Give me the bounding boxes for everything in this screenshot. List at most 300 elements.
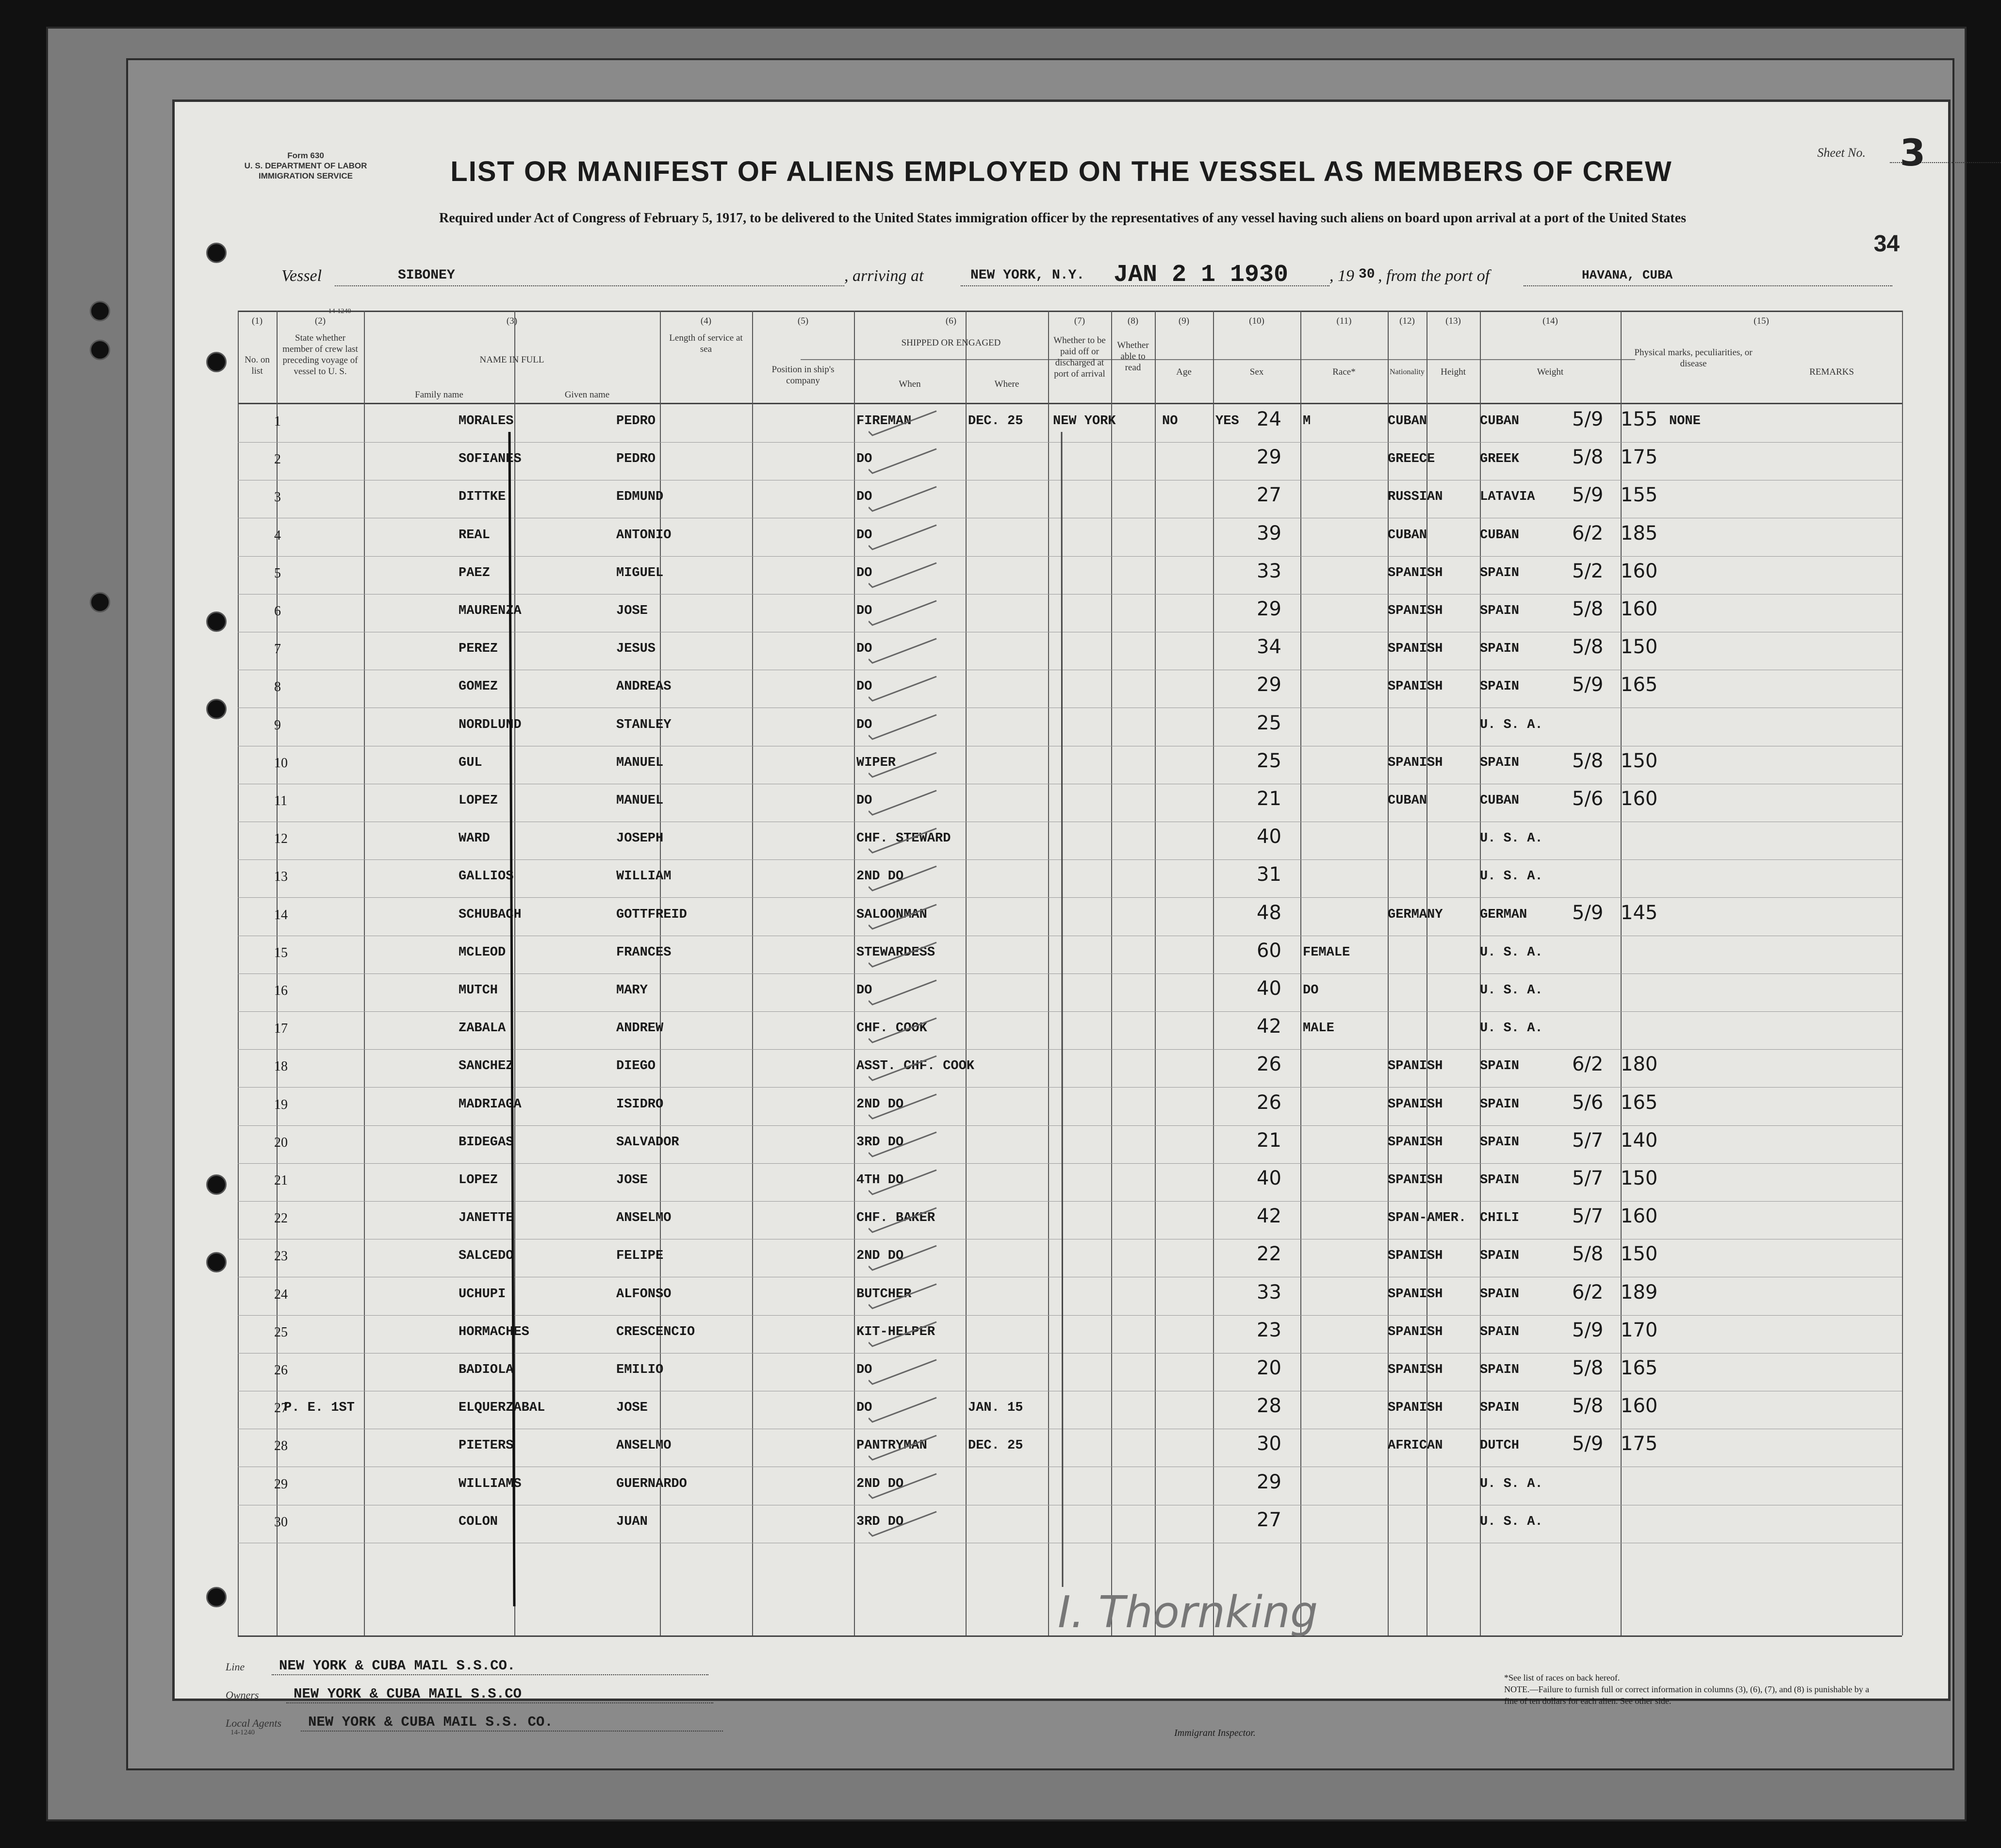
- cell-position: BUTCHER: [856, 1287, 912, 1302]
- cell-given: ISIDRO: [616, 1097, 664, 1112]
- cell-position: ASST. CHF. COOK: [856, 1059, 975, 1074]
- table-row: [238, 1278, 1902, 1316]
- cell-nationality: SPAIN: [1480, 1249, 1520, 1264]
- cell-nationality: SPAIN: [1480, 1097, 1520, 1112]
- arrival-date-stamp: JAN 2 1 1930: [1114, 261, 1289, 289]
- cell-race: SPANISH: [1388, 1363, 1443, 1377]
- cell-age: 21: [1257, 1129, 1281, 1152]
- cell-given: FELIPE: [616, 1249, 664, 1264]
- table-row: [238, 633, 1902, 671]
- cell-age: 48: [1257, 901, 1281, 924]
- header-nationality: Nationality: [1390, 368, 1425, 376]
- cell-no: 2: [274, 452, 281, 467]
- cell-no: 10: [274, 755, 288, 771]
- cell-age: 33: [1257, 560, 1281, 582]
- cell-race: SPANISH: [1388, 1135, 1443, 1150]
- cell-height: 5/9: [1572, 674, 1604, 696]
- cell-given: PEDRO: [616, 452, 656, 467]
- cell-position: DO: [856, 642, 872, 657]
- cell-race: CUBAN: [1388, 528, 1427, 543]
- page-subtitle: Required under Act of Congress of February 5, 1917, to be delivered to the United States immigration officer by the representatives of any vessel having such aliens on board upon arrival at a port of the United States: [439, 211, 1686, 226]
- cell-family: HORMACHES: [459, 1324, 529, 1339]
- cell-weight: 165: [1621, 1091, 1658, 1114]
- cell-family: LOPEZ: [459, 793, 498, 808]
- cell-weight: 155: [1621, 484, 1658, 507]
- cell-family: MCLEOD: [459, 945, 506, 960]
- cell-height: 5/8: [1572, 1357, 1604, 1379]
- checkmark-icon: [869, 1017, 941, 1044]
- cell-nationality: U. S. A.: [1480, 831, 1543, 846]
- cell-nationality: GERMAN: [1480, 907, 1527, 922]
- header-given-name: Given name: [564, 390, 610, 400]
- cell-age: 26: [1257, 1053, 1281, 1076]
- table-row: [238, 1392, 1902, 1430]
- department-name: U. S. DEPARTMENT OF LABOR: [244, 161, 367, 170]
- cell-race: GERMANY: [1388, 907, 1443, 922]
- cell-family: REAL: [459, 528, 490, 543]
- checkmark-icon: [869, 904, 941, 931]
- cell-nationality: U. S. A.: [1480, 1021, 1543, 1036]
- cell-given: MARY: [616, 983, 648, 998]
- cell-family: BADIOLA: [459, 1363, 514, 1377]
- cell-race: SPANISH: [1388, 565, 1443, 580]
- checkmark-icon: [869, 1131, 941, 1158]
- table-row: [238, 709, 1902, 747]
- header-age: Age: [1176, 367, 1192, 377]
- col-number-12: (12): [1399, 316, 1415, 326]
- cell-height: 5/8: [1572, 749, 1604, 772]
- table-row: [238, 1012, 1902, 1050]
- cell-no: 30: [274, 1514, 288, 1530]
- cell-when: DEC. 25: [968, 1438, 1023, 1453]
- cell-weight: 140: [1621, 1129, 1658, 1152]
- cell-position: DO: [856, 1363, 872, 1377]
- cell-given: SALVADOR: [616, 1135, 679, 1150]
- header-able-read: Whether able to read: [1117, 340, 1149, 373]
- header-shipped: SHIPPED OR ENGAGED: [901, 338, 1001, 348]
- cell-given: MIGUEL: [616, 565, 664, 580]
- cell-weight: 145: [1621, 901, 1658, 924]
- cell-age: 24: [1257, 408, 1281, 430]
- cell-given: ALFONSO: [616, 1287, 672, 1302]
- checkmark-icon: [869, 1321, 941, 1348]
- cell-position: DO: [856, 793, 872, 808]
- cell-nationality: SPAIN: [1480, 755, 1520, 770]
- cell-family: UCHUPI: [459, 1287, 506, 1302]
- arriving-label: , arriving at: [844, 267, 924, 285]
- cell-weight: 165: [1621, 1357, 1658, 1379]
- cell-race: SPANISH: [1388, 604, 1443, 618]
- col-number-2: (2): [314, 316, 326, 326]
- cell-no: 1: [274, 414, 281, 429]
- cell-when: DEC. 25: [968, 414, 1023, 429]
- cell-age: 27: [1257, 1508, 1281, 1531]
- checkmark-icon: [869, 714, 941, 741]
- agents-value: NEW YORK & CUBA MAIL S.S. CO.: [308, 1714, 553, 1730]
- cell-given: ANSELMO: [616, 1211, 672, 1226]
- col-number-15: (15): [1754, 316, 1769, 326]
- cell-age: 40: [1257, 825, 1281, 848]
- cell-sex: MALE: [1303, 1021, 1334, 1036]
- cell-weight: 175: [1621, 1433, 1658, 1455]
- col-number-9: (9): [1178, 316, 1190, 326]
- cell-age: 42: [1257, 1205, 1281, 1228]
- table-row: [238, 823, 1902, 860]
- cell-weight: 170: [1621, 1319, 1658, 1341]
- table-row: [238, 519, 1902, 557]
- from-port: HAVANA, CUBA: [1582, 268, 1673, 282]
- cell-weight: 160: [1621, 788, 1658, 810]
- cell-height: 5/6: [1572, 788, 1604, 810]
- table-row: [238, 1354, 1902, 1392]
- header-where: Where: [994, 379, 1019, 389]
- cell-no: 13: [274, 869, 288, 885]
- table-row: [238, 860, 1902, 898]
- cell-age: 29: [1257, 1470, 1281, 1493]
- checkmark-icon: [869, 1435, 941, 1462]
- cell-family: DITTKE: [459, 490, 506, 505]
- col-number-4: (4): [700, 316, 712, 326]
- row-rule: [238, 556, 1902, 557]
- checkmark-icon: [869, 790, 941, 817]
- col-number-14: (14): [1542, 316, 1558, 326]
- cell-family: PEREZ: [459, 642, 498, 657]
- cell-race: SPANISH: [1388, 1287, 1443, 1302]
- cell-family: COLON: [459, 1514, 498, 1529]
- checkmark-icon: [869, 979, 941, 1006]
- cell-race: SPANISH: [1388, 1097, 1443, 1112]
- cell-position: DO: [856, 604, 872, 618]
- cell-race: AFRICAN: [1388, 1438, 1443, 1453]
- cell-family: PAEZ: [459, 565, 490, 580]
- checkmark-icon: [869, 600, 941, 627]
- cell-weight: 150: [1621, 636, 1658, 659]
- cell-weight: 155: [1621, 408, 1658, 430]
- checkmark-icon: [869, 1093, 941, 1121]
- cell-family: MAURENZA: [459, 604, 522, 618]
- cell-family: WARD: [459, 831, 490, 846]
- cell-height: 5/9: [1572, 408, 1604, 430]
- service-name: IMMIGRATION SERVICE: [259, 171, 353, 181]
- vessel-name: SIBONEY: [398, 268, 455, 283]
- cell-position: 2ND DO: [856, 1476, 904, 1491]
- cell-given: GUERNARDO: [616, 1476, 687, 1491]
- checkmark-icon: [869, 1283, 941, 1310]
- cell-nationality: SPAIN: [1480, 1363, 1520, 1377]
- cell-nationality: U. S. A.: [1480, 1514, 1543, 1529]
- cell-no: 21: [274, 1173, 288, 1188]
- header-race: Race*: [1332, 367, 1356, 377]
- header-no-on-list: No. on list: [245, 355, 270, 376]
- checkmark-icon: [869, 638, 941, 665]
- cell-no: 7: [274, 642, 281, 657]
- cell-weight: 150: [1621, 1167, 1658, 1189]
- checkmark-icon: [869, 1207, 941, 1234]
- cell-given: ANDREAS: [616, 679, 672, 694]
- cell-height: 5/9: [1572, 901, 1604, 924]
- cell-race: SPANISH: [1388, 679, 1443, 694]
- header-weight: Weight: [1537, 367, 1564, 377]
- cell-sex: M: [1303, 414, 1311, 429]
- cell-family: SANCHEZ: [459, 1059, 514, 1074]
- cell-no: 26: [274, 1363, 288, 1378]
- cell-given: ANTONIO: [616, 528, 672, 543]
- table-row: [238, 557, 1902, 595]
- cell-family: GOMEZ: [459, 679, 498, 694]
- row-rule: [238, 1049, 1902, 1050]
- cell-position: DO: [856, 528, 872, 543]
- cell-age: 23: [1257, 1319, 1281, 1341]
- col-number-11: (11): [1336, 316, 1352, 326]
- checkmark-icon: [869, 1473, 941, 1500]
- cell-position: DO: [856, 983, 872, 998]
- col-number-5: (5): [797, 316, 809, 326]
- col-number-7: (7): [1074, 316, 1085, 326]
- cell-position: SALOONMAN: [856, 907, 927, 922]
- cell-age: 29: [1257, 674, 1281, 696]
- table-row: [238, 785, 1902, 823]
- cell-family: PIETERS: [459, 1438, 514, 1453]
- cell-nationality: SPAIN: [1480, 1401, 1520, 1416]
- row-rule: [238, 1125, 1902, 1126]
- inspector-signature: I. Thornking: [1058, 1587, 1318, 1638]
- cell-weight: 185: [1621, 522, 1658, 544]
- cell-age: 26: [1257, 1091, 1281, 1114]
- footer-stamp: 14-1240: [230, 1729, 255, 1736]
- checkmark-icon: [869, 1397, 941, 1424]
- col-number-3: (3): [506, 316, 518, 326]
- cell-height: 5/9: [1572, 484, 1604, 507]
- cell-position: 2ND DO: [856, 869, 904, 884]
- table-row: [238, 671, 1902, 709]
- cell-no: 19: [274, 1097, 288, 1112]
- cell-no: 15: [274, 945, 288, 960]
- cell-height: 5/9: [1572, 1319, 1604, 1341]
- table-row: [238, 1126, 1902, 1164]
- cell-family: ELQUERZABAL: [459, 1401, 545, 1416]
- cell-given: JOSE: [616, 1401, 648, 1416]
- cell-given: EDMUND: [616, 490, 664, 505]
- owners-label: Owners: [226, 1689, 259, 1701]
- checkmark-icon: [869, 1055, 941, 1082]
- row-rule: [238, 1087, 1902, 1088]
- cell-family: BIDEGAS: [459, 1135, 514, 1150]
- cell-age: 29: [1257, 446, 1281, 469]
- cell-nationality: U. S. A.: [1480, 983, 1543, 998]
- cell-position: KIT-HELPER: [856, 1324, 935, 1339]
- cell-height: 5/2: [1572, 560, 1604, 582]
- table-row: [238, 1316, 1902, 1354]
- cell-family: NORDLUND: [459, 717, 522, 732]
- cell-nationality: U. S. A.: [1480, 945, 1543, 960]
- checkmark-icon: [869, 524, 941, 551]
- cell-position: 2ND DO: [856, 1249, 904, 1264]
- cell-given: PEDRO: [616, 414, 656, 429]
- cell-given: ANSELMO: [616, 1438, 672, 1453]
- cell-weight: 165: [1621, 674, 1658, 696]
- header-family-name: Family name: [415, 390, 463, 400]
- line-value: NEW YORK & CUBA MAIL S.S.CO.: [279, 1658, 516, 1674]
- cell-nationality: SPAIN: [1480, 1173, 1520, 1188]
- cell-weight: 150: [1621, 1243, 1658, 1266]
- cell-age: 34: [1257, 636, 1281, 659]
- cell-age: 25: [1257, 749, 1281, 772]
- table-row: [238, 937, 1902, 974]
- page-title: LIST OR MANIFEST OF ALIENS EMPLOYED ON THE VESSEL AS MEMBERS OF CREW: [450, 156, 1673, 187]
- cell-age: 42: [1257, 1015, 1281, 1038]
- checkmark-icon: [869, 752, 941, 779]
- cell-no: 11: [274, 793, 287, 808]
- cell-position: WIPER: [856, 755, 896, 770]
- check-column-line: [1058, 432, 1067, 1587]
- table-row: [238, 1202, 1902, 1240]
- manifest-sheet: [172, 99, 1951, 1738]
- checkmark-icon: [869, 1169, 941, 1196]
- cell-weight: 150: [1621, 749, 1658, 772]
- cell-where: NEW YORK: [1053, 414, 1116, 429]
- cell-family: SOFIANES: [459, 452, 522, 467]
- cell-weight: 160: [1621, 1205, 1658, 1228]
- row-rule: [238, 1315, 1902, 1316]
- table-row: [238, 1468, 1902, 1506]
- cell-race: RUSSIAN: [1388, 490, 1443, 505]
- cell-position: FIREMAN: [856, 414, 912, 429]
- col-number-6: (6): [945, 316, 957, 326]
- checkmark-icon: [869, 1511, 941, 1538]
- table-row: [238, 899, 1902, 937]
- cell-position: DO: [856, 717, 872, 732]
- row-rule: [238, 1163, 1902, 1164]
- cell-given: MANUEL: [616, 793, 664, 808]
- cell-family: JANETTE: [459, 1211, 514, 1226]
- cell-race: SPANISH: [1388, 1059, 1443, 1074]
- cell-weight: 160: [1621, 598, 1658, 620]
- cell-family: GUL: [459, 755, 482, 770]
- cell-nationality: CHILI: [1480, 1211, 1520, 1226]
- cell-position: DO: [856, 452, 872, 467]
- cell-weight: 175: [1621, 446, 1658, 469]
- from-port-label: , from the port of: [1378, 267, 1490, 285]
- header-physical: Physical marks, peculiarities, or disease: [1634, 347, 1753, 369]
- cell-nationality: U. S. A.: [1480, 869, 1543, 884]
- col-number-1: (1): [251, 316, 263, 326]
- cell-nationality: SPAIN: [1480, 1324, 1520, 1339]
- cell-weight: 160: [1621, 1395, 1658, 1418]
- cell-race: CUBAN: [1388, 414, 1427, 429]
- note-fine: NOTE.—Failure to furnish full or correct information in columns (3), (6), (7), and (8) is punishable by a fine of ten dollars for each alien. See other side.: [1504, 1684, 1870, 1706]
- cell-nationality: CUBAN: [1480, 414, 1520, 429]
- cell-height: 5/9: [1572, 1433, 1604, 1455]
- cell-given: FRANCES: [616, 945, 672, 960]
- cell-position: DO: [856, 490, 872, 505]
- table-row: [238, 443, 1902, 481]
- checkmark-icon: [869, 676, 941, 703]
- inspector-label: Immigrant Inspector.: [1174, 1728, 1256, 1738]
- from-port-blank: [1524, 267, 1892, 286]
- cell-age: 33: [1257, 1281, 1281, 1304]
- cell-position: 4TH DO: [856, 1173, 904, 1188]
- cell-position: STEWARDESS: [856, 945, 935, 960]
- cell-no: 23: [274, 1249, 288, 1264]
- sheet-number-label: Sheet No.: [1817, 146, 1866, 160]
- cell-age: 20: [1257, 1357, 1281, 1379]
- checkmark-icon: [869, 865, 941, 892]
- page-number: 34: [1873, 231, 1900, 257]
- table-row: [238, 595, 1902, 633]
- cell-given: DIEGO: [616, 1059, 656, 1074]
- col-number-13: (13): [1445, 316, 1461, 326]
- cell-position: 2ND DO: [856, 1097, 904, 1112]
- col-number-8: (8): [1127, 316, 1139, 326]
- table-row: [238, 974, 1902, 1012]
- header-sex: Sex: [1249, 367, 1264, 377]
- cell-race: SPANISH: [1388, 1324, 1443, 1339]
- cell-age: 28: [1257, 1395, 1281, 1418]
- cell-height: 5/7: [1572, 1167, 1604, 1189]
- cell-family: LOPEZ: [459, 1173, 498, 1188]
- cell-nationality: SPAIN: [1480, 565, 1520, 580]
- cell-age: 30: [1257, 1433, 1281, 1455]
- cell-position: DO: [856, 565, 872, 580]
- cell-position: CHF. BAKER: [856, 1211, 935, 1226]
- cell-given: JOSE: [616, 1173, 648, 1188]
- cell-nationality: SPAIN: [1480, 1135, 1520, 1150]
- table-row: [238, 1430, 1902, 1468]
- cell-weight: 189: [1621, 1281, 1658, 1304]
- cell-nationality: SPAIN: [1480, 1287, 1520, 1302]
- cell-race: SPANISH: [1388, 1401, 1443, 1416]
- cell-nationality: GREEK: [1480, 452, 1520, 467]
- checkmark-icon: [869, 410, 941, 437]
- cell-no: 3: [274, 490, 281, 505]
- cell-height: 6/2: [1572, 1053, 1604, 1076]
- cell-age: 29: [1257, 598, 1281, 620]
- cell-no: 28: [274, 1438, 288, 1454]
- cell-nationality: LATAVIA: [1480, 490, 1535, 505]
- cell-nationality: SPAIN: [1480, 642, 1520, 657]
- table-row: [238, 1506, 1902, 1544]
- year-value: 30: [1359, 267, 1375, 282]
- cell-weight: 180: [1621, 1053, 1658, 1076]
- form-number: Form 630: [287, 151, 324, 160]
- table-row: [238, 1164, 1902, 1202]
- cell-nationality: U. S. A.: [1480, 1476, 1543, 1491]
- cell-no: 5: [274, 565, 281, 581]
- header-state-prev: State whether member of crew last preceding voyage of vessel to U. S.: [282, 333, 358, 377]
- cell-family: ZABALA: [459, 1021, 506, 1036]
- cell-read: YES: [1215, 414, 1239, 429]
- col-number-10: (10): [1249, 316, 1264, 326]
- cell-height: 5/7: [1572, 1205, 1604, 1228]
- sheet-number-value: 3: [1900, 131, 1926, 174]
- cell-height: 5/7: [1572, 1129, 1604, 1152]
- cell-family: MORALES: [459, 414, 514, 429]
- cell-height: 6/2: [1572, 1281, 1604, 1304]
- cell-no: 17: [274, 1021, 288, 1037]
- header-position: Position in ship's company: [771, 364, 835, 386]
- cell-no: 6: [274, 604, 281, 619]
- cell-age: 27: [1257, 484, 1281, 507]
- cell-no: 14: [274, 907, 288, 923]
- cell-race: GREECE: [1388, 452, 1435, 467]
- table-row: [238, 405, 1902, 443]
- vessel-label: Vessel: [281, 267, 322, 285]
- cell-given: GOTTFREID: [616, 907, 687, 922]
- cell-race: CUBAN: [1388, 793, 1427, 808]
- cell-given: WILLIAM: [616, 869, 672, 884]
- checkmark-icon: [869, 562, 941, 589]
- checkmark-icon: [869, 486, 941, 513]
